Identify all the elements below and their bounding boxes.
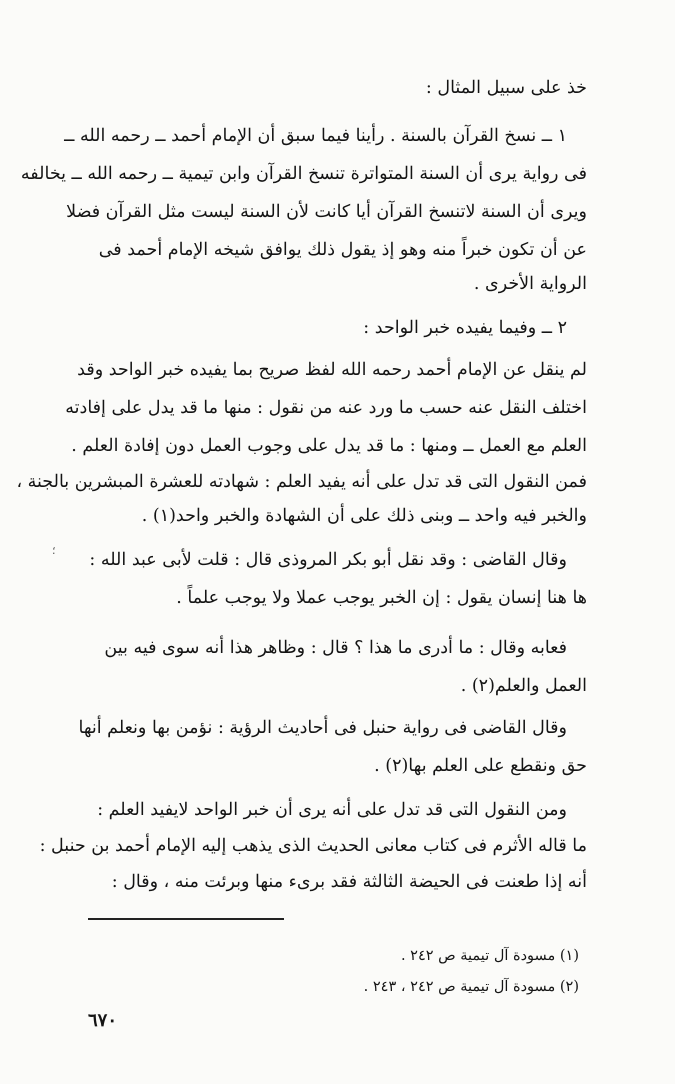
text-line: ويرى أن السنة لاتنسخ القرآن أيا كانت لأن السنة ليست مثل القرآن فضلا xyxy=(66,202,587,222)
text-line: ما قاله الأثرم فى كتاب معانى الحديث الذى يذهب إليه الإمام أحمد بن حنبل : xyxy=(39,836,587,856)
footnote: (٢) مسودة آل تيمية ص ٢٤٢ ، ٢٤٣ . xyxy=(363,979,579,995)
margin-mark: ؛ xyxy=(52,544,56,557)
text-line: لم ينقل عن الإمام أحمد رحمه الله لفظ صريح بما يفيده خبر الواحد وقد xyxy=(77,360,587,380)
text-line: وقال القاضى فى رواية حنبل فى أحاديث الرؤية : نؤمن بها ونعلم أنها xyxy=(78,718,567,738)
text-line: وقال القاضى : وقد نقل أبو بكر المروذى قال : قلت لأبى عبد الله : xyxy=(89,550,567,570)
intro-line: خذ على سبيل المثال : xyxy=(425,78,587,98)
text-line: العلم مع العمل ــ ومنها : ما قد يدل على وجوب العمل دون إفادة العلم . xyxy=(71,436,587,456)
text-line: اختلف النقل عنه حسب ما ورد عنه من نقول : منها ما قد يدل على إفادته xyxy=(65,398,587,418)
text-line: عن أن تكون خبراً منه وهو إذ يقول ذلك يوافق شيخه الإمام أحمد فى xyxy=(98,240,587,260)
text-line: فمن النقول التى قد تدل على أنه يفيد العلم : شهادته للعشرة المبشرين بالجنة ، xyxy=(16,472,587,492)
footnote: (١) مسودة آل تيمية ص ٢٤٢ . xyxy=(400,948,579,964)
text-line: ومن النقول التى قد تدل على أنه يرى أن خبر الواحد لايفيد العلم : xyxy=(97,800,567,820)
text-line: فعابه وقال : ما أدرى ما هذا ؟ قال : وظاهر هذا أنه سوى فيه بين xyxy=(104,638,567,658)
footnote-divider xyxy=(88,918,284,920)
text-line: العمل والعلم(٢) . xyxy=(460,676,587,696)
section-heading: ٢ ــ وفيما يفيده خبر الواحد : xyxy=(363,318,567,338)
text-line: فى رواية يرى أن السنة المتواترة تنسخ القرآن وابن تيمية ــ رحمه الله ــ يخالفه xyxy=(20,164,587,184)
text-line: أنه إذا طعنت فى الحيضة الثالثة فقد برىء منها وبرئت منه ، وقال : xyxy=(111,872,587,892)
text-line: حق ونقطع على العلم بها(٢) . xyxy=(374,756,587,776)
text-line: الرواية الأخرى . xyxy=(473,274,587,294)
text-line: والخبر فيه واحد ــ وبنى ذلك على أن الشهادة والخبر واحد(١) . xyxy=(141,506,587,526)
text-line: ١ ــ نسخ القرآن بالسنة . رأينا فيما سبق أن الإمام أحمد ــ رحمه الله ــ xyxy=(64,126,567,146)
text-line: ها هنا إنسان يقول : إن الخبر يوجب عملا ولا يوجب علماً . xyxy=(176,588,587,608)
page-number: ٦٧٠ xyxy=(88,1010,118,1031)
